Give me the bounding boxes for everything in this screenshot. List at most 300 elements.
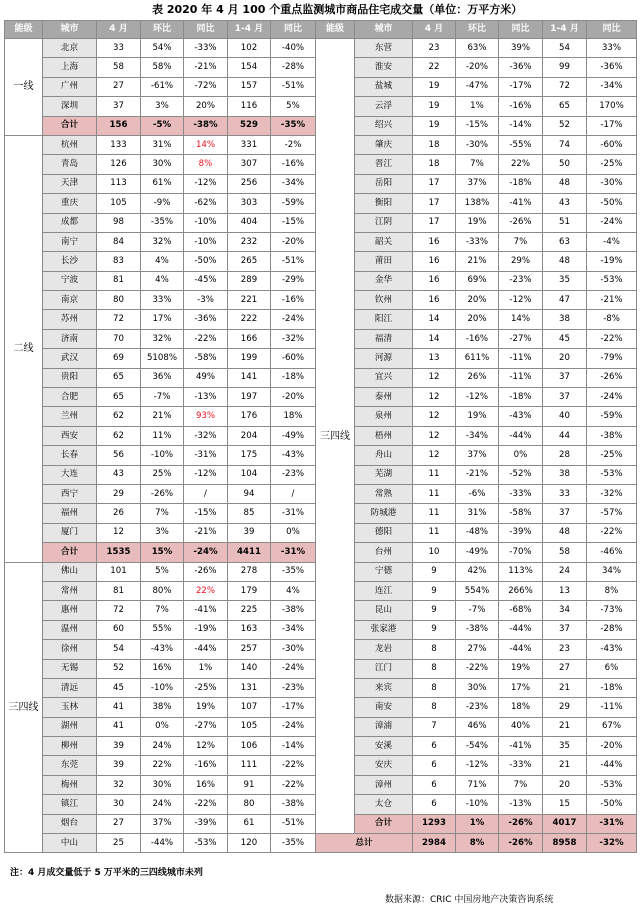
volume-april: 12 [413, 368, 456, 387]
yoy-change: -13% [184, 388, 228, 407]
mom-change: 71% [456, 775, 499, 794]
volume-jan-apr: 529 [228, 116, 271, 135]
data-source: 数据来源：CRIC 中国房地产决策咨询系统 [385, 895, 554, 906]
city-name: 成都 [43, 213, 97, 232]
city-name: 岳阳 [355, 174, 413, 193]
ytd-yoy-change: -17% [271, 698, 316, 717]
header-cell: 同比 [184, 21, 228, 39]
header-cell: 同比 [271, 21, 316, 39]
city-name: 苏州 [43, 310, 97, 329]
volume-jan-apr: 72 [543, 77, 587, 96]
volume-jan-apr: 37 [543, 620, 587, 639]
table-row [5, 834, 637, 853]
ytd-yoy-change: 18% [271, 407, 316, 426]
yoy-change: -31% [184, 446, 228, 465]
mom-change: -43% [141, 640, 184, 659]
city-name: 徐州 [43, 640, 97, 659]
city-name: 肇庆 [355, 135, 413, 154]
volume-april: 65 [97, 368, 141, 387]
mom-change: 30% [141, 775, 184, 794]
ytd-yoy-change: 67% [587, 717, 637, 736]
ytd-yoy-change: -32% [587, 484, 637, 503]
header-cell: 1-4 月 [228, 21, 271, 39]
mom-change: 7% [456, 155, 499, 174]
yoy-change: -27% [499, 329, 543, 348]
city-name: 芜湖 [355, 465, 413, 484]
mom-change: -7% [456, 601, 499, 620]
mom-change: 37% [456, 446, 499, 465]
header-cell: 4 月 [413, 21, 456, 39]
city-name: 南安 [355, 698, 413, 717]
volume-jan-apr: 38 [543, 310, 587, 329]
volume-jan-apr: 54 [543, 39, 587, 58]
volume-april: 19 [413, 116, 456, 135]
mom-change: 1% [456, 814, 499, 833]
volume-april: 12 [413, 407, 456, 426]
tier-label: 一线 [5, 39, 43, 136]
yoy-change: -10% [184, 232, 228, 251]
volume-april: 32 [97, 775, 141, 794]
tier-label: 三四线 [5, 562, 43, 853]
volume-april: 72 [97, 310, 141, 329]
mom-change: -20% [456, 58, 499, 77]
volume-jan-apr: 43 [543, 194, 587, 213]
yoy-change: -44% [499, 620, 543, 639]
ytd-yoy-change: -30% [271, 640, 316, 659]
volume-april: 126 [97, 155, 141, 174]
city-name: 河源 [355, 349, 413, 368]
yoy-change: -18% [499, 388, 543, 407]
yoy-change: -21% [184, 523, 228, 542]
volume-jan-apr: 107 [228, 698, 271, 717]
header-cell: 同比 [587, 21, 637, 39]
total-label: 合计 [355, 814, 413, 833]
volume-april: 16 [413, 232, 456, 251]
yoy-change: -26% [499, 814, 543, 833]
grand-total-value: 8958 [543, 834, 587, 853]
total-label: 合计 [43, 543, 97, 562]
yoy-change: -36% [499, 58, 543, 77]
mom-change: -34% [456, 426, 499, 445]
volume-jan-apr: 4017 [543, 814, 587, 833]
volume-jan-apr: 23 [543, 640, 587, 659]
city-name: 烟台 [43, 814, 97, 833]
volume-jan-apr: 35 [543, 737, 587, 756]
ytd-yoy-change: -59% [271, 194, 316, 213]
header-cell: 城市 [355, 21, 413, 39]
volume-april: 18 [413, 155, 456, 174]
volume-jan-apr: 91 [228, 775, 271, 794]
mom-change: -5% [141, 116, 184, 135]
ytd-yoy-change: -4% [587, 232, 637, 251]
volume-jan-apr: 50 [543, 155, 587, 174]
mom-change: 38% [141, 698, 184, 717]
city-name: 莆田 [355, 252, 413, 271]
yoy-change: -41% [499, 194, 543, 213]
ytd-yoy-change: -59% [587, 407, 637, 426]
table-header-row [5, 21, 637, 39]
ytd-yoy-change: -53% [587, 271, 637, 290]
ytd-yoy-change: -60% [587, 135, 637, 154]
volume-jan-apr: 38 [543, 465, 587, 484]
volume-april: 113 [97, 174, 141, 193]
volume-jan-apr: 256 [228, 174, 271, 193]
yoy-change: 14% [184, 135, 228, 154]
volume-jan-apr: 44 [543, 426, 587, 445]
mom-change: -7% [141, 388, 184, 407]
ytd-yoy-change: -53% [587, 465, 637, 484]
header-cell: 环比 [141, 21, 184, 39]
ytd-yoy-change: -38% [271, 601, 316, 620]
yoy-change: -70% [499, 543, 543, 562]
volume-jan-apr: 15 [543, 795, 587, 814]
ytd-yoy-change: -51% [271, 252, 316, 271]
yoy-change: -62% [184, 194, 228, 213]
mom-change: 21% [141, 407, 184, 426]
volume-april: 156 [97, 116, 141, 135]
mom-change: -54% [456, 737, 499, 756]
ytd-yoy-change: -29% [271, 271, 316, 290]
city-name: 衡阳 [355, 194, 413, 213]
volume-jan-apr: 105 [228, 717, 271, 736]
yoy-change: -39% [499, 523, 543, 542]
volume-jan-apr: 106 [228, 737, 271, 756]
yoy-change: -19% [184, 620, 228, 639]
mom-change: 5% [141, 562, 184, 581]
volume-jan-apr: 204 [228, 426, 271, 445]
city-name: 佛山 [43, 562, 97, 581]
mom-change: 4% [141, 271, 184, 290]
yoy-change: -16% [184, 756, 228, 775]
ytd-yoy-change: -35% [271, 834, 316, 853]
yoy-change: 19% [499, 659, 543, 678]
city-name: 漳浦 [355, 717, 413, 736]
city-name: 阳江 [355, 310, 413, 329]
city-name: 青岛 [43, 155, 97, 174]
city-name: 龙岩 [355, 640, 413, 659]
volume-jan-apr: 4411 [228, 543, 271, 562]
yoy-change: -44% [499, 640, 543, 659]
header-cell: 环比 [456, 21, 499, 39]
city-name: 柳州 [43, 737, 97, 756]
ytd-yoy-change: 34% [587, 562, 637, 581]
city-name: 重庆 [43, 194, 97, 213]
volume-april: 1535 [97, 543, 141, 562]
yoy-change: 1% [184, 659, 228, 678]
mom-change: 46% [456, 717, 499, 736]
ytd-yoy-change: -18% [271, 368, 316, 387]
ytd-yoy-change: -14% [271, 737, 316, 756]
ytd-yoy-change: -34% [271, 620, 316, 639]
mom-change: -9% [141, 194, 184, 213]
volume-jan-apr: 85 [228, 504, 271, 523]
mom-change: 31% [141, 135, 184, 154]
volume-jan-apr: 80 [228, 795, 271, 814]
yoy-change: 20% [184, 97, 228, 116]
volume-april: 19 [413, 97, 456, 116]
volume-april: 10 [413, 543, 456, 562]
city-name: 常州 [43, 581, 97, 600]
ytd-yoy-change: -49% [271, 426, 316, 445]
ytd-yoy-change: 33% [587, 39, 637, 58]
volume-april: 12 [413, 426, 456, 445]
volume-jan-apr: 265 [228, 252, 271, 271]
ytd-yoy-change: -24% [271, 659, 316, 678]
mom-change: -10% [141, 678, 184, 697]
city-name: 广州 [43, 77, 97, 96]
ytd-yoy-change: / [271, 484, 316, 503]
volume-april: 41 [97, 717, 141, 736]
ytd-yoy-change: -28% [587, 620, 637, 639]
volume-april: 37 [97, 97, 141, 116]
mom-change: 69% [456, 271, 499, 290]
city-name: 漳州 [355, 775, 413, 794]
yoy-change: -22% [184, 329, 228, 348]
volume-april: 83 [97, 252, 141, 271]
city-name: 杭州 [43, 135, 97, 154]
ytd-yoy-change: -21% [587, 291, 637, 310]
mom-change: 37% [141, 814, 184, 833]
yoy-change: 40% [499, 717, 543, 736]
mom-change: -21% [456, 465, 499, 484]
city-name: 昆山 [355, 601, 413, 620]
ytd-yoy-change: 8% [587, 581, 637, 600]
volume-jan-apr: 34 [543, 601, 587, 620]
mom-change: 4% [141, 252, 184, 271]
ytd-yoy-change: -24% [271, 717, 316, 736]
volume-april: 9 [413, 562, 456, 581]
yoy-change: -44% [499, 426, 543, 445]
yoy-change: -53% [184, 834, 228, 853]
yoy-change: 18% [499, 698, 543, 717]
mom-change: -38% [456, 620, 499, 639]
table-row [5, 39, 637, 58]
ytd-yoy-change: -22% [271, 756, 316, 775]
volume-april: 17 [413, 174, 456, 193]
ytd-yoy-change: -18% [587, 678, 637, 697]
volume-april: 56 [97, 446, 141, 465]
city-name: 防城港 [355, 504, 413, 523]
city-name: 福清 [355, 329, 413, 348]
ytd-yoy-change: -30% [587, 174, 637, 193]
volume-april: 14 [413, 329, 456, 348]
volume-jan-apr: 51 [543, 213, 587, 232]
city-name: 兰州 [43, 407, 97, 426]
city-name: 舟山 [355, 446, 413, 465]
header-cell: 1-4 月 [543, 21, 587, 39]
mom-change: 61% [141, 174, 184, 193]
mom-change: -15% [456, 116, 499, 135]
ytd-yoy-change: -26% [587, 368, 637, 387]
yoy-change: -15% [184, 504, 228, 523]
ytd-yoy-change: -53% [587, 775, 637, 794]
yoy-change: -3% [184, 291, 228, 310]
city-name: 晋江 [355, 155, 413, 174]
ytd-yoy-change: -43% [271, 446, 316, 465]
ytd-yoy-change: -50% [587, 795, 637, 814]
yoy-change: -18% [499, 174, 543, 193]
yoy-change: -39% [184, 814, 228, 833]
city-name: 韶关 [355, 232, 413, 251]
mom-change: -49% [456, 543, 499, 562]
mom-change: -10% [456, 795, 499, 814]
volume-april: 81 [97, 581, 141, 600]
ytd-yoy-change: -35% [271, 116, 316, 135]
yoy-change: -44% [184, 640, 228, 659]
ytd-yoy-change: -31% [271, 543, 316, 562]
volume-jan-apr: 37 [543, 388, 587, 407]
yoy-change: -14% [499, 116, 543, 135]
volume-april: 101 [97, 562, 141, 581]
volume-jan-apr: 197 [228, 388, 271, 407]
volume-april: 25 [97, 834, 141, 853]
yoy-change: -33% [499, 484, 543, 503]
yoy-change: -26% [184, 562, 228, 581]
city-name: 玉林 [43, 698, 97, 717]
header-cell: 城市 [43, 21, 97, 39]
volume-jan-apr: 27 [543, 659, 587, 678]
city-name: 云浮 [355, 97, 413, 116]
city-name: 湖州 [43, 717, 97, 736]
mom-change: 3% [141, 523, 184, 542]
volume-jan-apr: 307 [228, 155, 271, 174]
volume-april: 8 [413, 659, 456, 678]
yoy-change: -16% [499, 97, 543, 116]
volume-april: 72 [97, 601, 141, 620]
volume-jan-apr: 94 [228, 484, 271, 503]
ytd-yoy-change: -24% [587, 213, 637, 232]
city-name: 合肥 [43, 388, 97, 407]
mom-change: 63% [456, 39, 499, 58]
volume-jan-apr: 24 [543, 562, 587, 581]
volume-jan-apr: 141 [228, 368, 271, 387]
city-name: 来宾 [355, 678, 413, 697]
mom-change: 42% [456, 562, 499, 581]
mom-change: -47% [456, 77, 499, 96]
yoy-change: 29% [499, 252, 543, 271]
volume-april: 58 [97, 58, 141, 77]
yoy-change: -17% [499, 77, 543, 96]
city-name: 德阳 [355, 523, 413, 542]
city-name: 上海 [43, 58, 97, 77]
yoy-change: -12% [184, 174, 228, 193]
mom-change: 55% [141, 620, 184, 639]
volume-jan-apr: 63 [543, 232, 587, 251]
yoy-change: / [184, 484, 228, 503]
yoy-change: -45% [184, 271, 228, 290]
yoy-change: -33% [184, 39, 228, 58]
mom-change: 37% [456, 174, 499, 193]
volume-april: 18 [413, 135, 456, 154]
volume-april: 11 [413, 504, 456, 523]
volume-jan-apr: 102 [228, 39, 271, 58]
ytd-yoy-change: -20% [587, 737, 637, 756]
ytd-yoy-change: -20% [271, 232, 316, 251]
volume-jan-apr: 61 [228, 814, 271, 833]
volume-jan-apr: 39 [228, 523, 271, 542]
yoy-change: -22% [184, 795, 228, 814]
volume-jan-apr: 40 [543, 407, 587, 426]
ytd-yoy-change: 0% [271, 523, 316, 542]
mom-change: -33% [456, 232, 499, 251]
city-name: 江门 [355, 659, 413, 678]
yoy-change: -23% [499, 271, 543, 290]
yoy-change: 12% [184, 737, 228, 756]
yoy-change: -68% [499, 601, 543, 620]
yoy-change: -55% [499, 135, 543, 154]
yoy-change: -41% [184, 601, 228, 620]
volume-jan-apr: 104 [228, 465, 271, 484]
mom-change: 15% [141, 543, 184, 562]
volume-april: 13 [413, 349, 456, 368]
yoy-change: -24% [184, 543, 228, 562]
volume-jan-apr: 65 [543, 97, 587, 116]
volume-jan-apr: 45 [543, 329, 587, 348]
mom-change: 1% [456, 97, 499, 116]
ytd-yoy-change: -40% [271, 39, 316, 58]
ytd-yoy-change: -38% [271, 795, 316, 814]
ytd-yoy-change: -51% [271, 814, 316, 833]
ytd-yoy-change: -16% [271, 291, 316, 310]
city-name: 无锡 [43, 659, 97, 678]
mom-change: -44% [141, 834, 184, 853]
volume-april: 43 [97, 465, 141, 484]
volume-april: 27 [97, 77, 141, 96]
mom-change: -6% [456, 484, 499, 503]
mom-change: 17% [141, 310, 184, 329]
mom-change: 58% [141, 58, 184, 77]
ytd-yoy-change: -46% [587, 543, 637, 562]
volume-april: 30 [97, 795, 141, 814]
ytd-yoy-change: -25% [587, 155, 637, 174]
yoy-change: -52% [499, 465, 543, 484]
ytd-yoy-change: -51% [271, 77, 316, 96]
yoy-change: 39% [499, 39, 543, 58]
volume-april: 62 [97, 407, 141, 426]
yoy-change: 7% [499, 232, 543, 251]
yoy-change: 113% [499, 562, 543, 581]
yoy-change: -38% [184, 116, 228, 135]
volume-april: 9 [413, 581, 456, 600]
city-name: 中山 [43, 834, 97, 853]
yoy-change: -58% [184, 349, 228, 368]
header-cell: 同比 [499, 21, 543, 39]
grand-total-value: -26% [499, 834, 543, 853]
ytd-yoy-change: -20% [271, 388, 316, 407]
ytd-yoy-change: -38% [587, 426, 637, 445]
city-name: 连江 [355, 581, 413, 600]
yoy-change: 22% [184, 581, 228, 600]
ytd-yoy-change: -23% [271, 465, 316, 484]
city-name: 西宁 [43, 484, 97, 503]
volume-jan-apr: 175 [228, 446, 271, 465]
yoy-change: -32% [184, 426, 228, 445]
mom-change: 80% [141, 581, 184, 600]
volume-jan-apr: 35 [543, 271, 587, 290]
volume-jan-apr: 176 [228, 407, 271, 426]
city-name: 南宁 [43, 232, 97, 251]
yoy-change: 14% [499, 310, 543, 329]
volume-jan-apr: 221 [228, 291, 271, 310]
ytd-yoy-change: -17% [587, 116, 637, 135]
ytd-yoy-change: -32% [271, 329, 316, 348]
volume-april: 105 [97, 194, 141, 213]
volume-jan-apr: 120 [228, 834, 271, 853]
mom-change: 611% [456, 349, 499, 368]
yoy-change: -11% [499, 368, 543, 387]
volume-april: 27 [97, 814, 141, 833]
volume-jan-apr: 21 [543, 756, 587, 775]
